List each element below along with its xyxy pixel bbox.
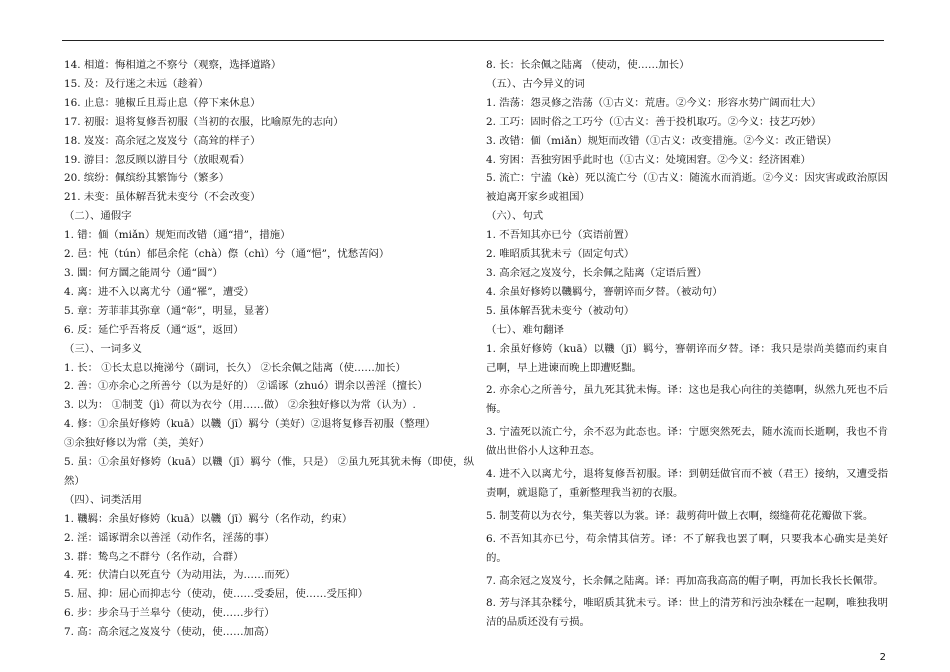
translation-paragraph: 5. 制芰荷以为衣兮，集芙蓉以为裳。译：裁剪荷叶做上衣啊，缀缝荷花花瓣做下裳。 — [486, 509, 874, 522]
text-line: 1. 不吾知其亦已兮（宾语前置） — [486, 229, 635, 242]
text-line: 5. 屈、抑：屈心而抑志兮（使动，使……受委屈，使……受压抑） — [64, 588, 369, 601]
text-line: 3. 圜：何方圜之能周兮（通“圆”） — [64, 266, 223, 279]
page-number: 2 — [879, 652, 886, 663]
text-line: 2. 邑：忳（tún）郁邑余侘（chà）傺（chì）兮（通“悒”，忧愁苦闷） — [64, 248, 390, 261]
text-paragraph: 5. 虽：①余虽好修姱（kuā）以鞿（jī）羁兮（惟，只是） ②虽九死其犹未悔（即使，纵然） — [64, 456, 474, 487]
text-line: 4. 修：①余虽好修姱（kuā）以鞿（jī）羁兮（美好）②退将复修吾初服（整理） — [64, 418, 436, 431]
right-column — [486, 56, 888, 632]
section-heading: （三）、一词多义 — [64, 342, 142, 355]
text-line: 5. 章：芳菲菲其弥章（通“彰”，明显，显著） — [64, 304, 275, 317]
text-line: 6. 步：步余马于兰皋兮（使动，使……步行） — [64, 607, 275, 620]
text-line: 3. 高余冠之岌岌兮，长余佩之陆离（定语后置） — [486, 266, 708, 279]
translation-paragraph: 2. 亦余心之所善兮，虽九死其犹未悔。译：这也是我心向往的美德啊，纵然九死也不后悔。 — [486, 384, 888, 416]
section-heading: （五）、古今异义的词 — [486, 77, 585, 90]
text-line: 2. 工巧：固时俗之工巧兮（①古义：善于投机取巧。②今义：技艺巧妙） — [486, 115, 822, 128]
translation-paragraph: 6. 不吾知其亦已兮，苟余情其信芳。译：不了解我也罢了啊，只要我本心确实是美好的。 — [486, 532, 888, 564]
text-line: 3. 改错：偭（miǎn）规矩而改错（①古义：改变措施。②今义：改正错误） — [486, 134, 837, 147]
text-line: 17. 初服：退将复修吾初服（当初的衣服，比喻原先的志向） — [64, 115, 344, 128]
text-line: 8. 长：长余佩之陆离 （使动，使……加长） — [486, 59, 690, 71]
text-line: ③余独好修以为常（美，美好） — [64, 437, 210, 450]
text-line: 19. 游目：忽反顾以游目兮（放眼观看） — [64, 153, 251, 166]
left-column — [64, 56, 474, 642]
text-line: 1. 鞿羁：余虽好修姱（kuā）以鞿（jī）羁兮（名作动，约束） — [64, 512, 353, 525]
translation-paragraph: 4. 进不入以离尤兮，退将复修吾初服。译：到朝廷做官而不被（君王）接纳，又遭受指责啊，就退隐了，重新整理我当初的衣服。 — [486, 468, 888, 499]
text-line: 7. 高：高余冠之岌岌兮（使动，使……加高） — [64, 626, 275, 639]
text-line: 3. 群：鸷鸟之不群兮（名作动，合群） — [64, 550, 244, 563]
section-heading: （四）、词类活用 — [64, 493, 142, 506]
text-line: 3. 以为： ①制芰（jì）荷以为衣兮（用……做） ②余独好修以为常（认为）. — [64, 399, 416, 412]
text-line: 4. 余虽好修姱以鞿羁兮，謇朝谇而夕替。（被动句） — [486, 285, 723, 298]
text-line: 14. 相道：悔相道之不察兮（观察，选择道路） — [64, 59, 282, 71]
section-heading: （六）、句式 — [486, 210, 544, 223]
text-line: 6. 反：延伫乎吾将反（通“返”，返回） — [64, 323, 244, 336]
text-line: 20. 缤纷：佩缤纷其繁饰兮（繁多） — [64, 172, 230, 185]
text-line: 1. 长： ①长太息以掩涕兮（副词，长久） ②长余佩之陆离（使……加长） — [64, 361, 406, 374]
text-line: 15. 及：及行迷之未远（趁着） — [64, 77, 209, 90]
text-line: 4. 离：进不入以离尤兮（通“罹”，遭受） — [64, 285, 255, 298]
text-line: 4. 死：伏清白以死直兮（为动用法，为……而死） — [64, 569, 296, 582]
section-heading: （七）、难句翻译 — [486, 323, 564, 336]
text-line: 2. 淫：谣诼谓余以善淫（动作名，淫荡的事） — [64, 531, 275, 544]
text-line: 16. 止息：驰椒丘且焉止息（停下来休息） — [64, 96, 261, 109]
text-line: 1. 错：偭（miǎn）规矩而改错（通“措”，措施） — [64, 229, 291, 242]
text-line: 4. 穷困：吾独穷困乎此时也（①古义：处境困窘。②今义：经济困难） — [486, 153, 811, 166]
text-line: 2. 唯昭质其犹未亏（固定句式） — [486, 248, 635, 261]
translation-paragraph: 3. 宁溘死以流亡兮，余不忍为此态也。译：宁愿突然死去，随水流而长逝啊，我也不肯做出世俗小人这种丑态。 — [486, 426, 888, 458]
translation-paragraph: 8. 芳与泽其杂糅兮，唯昭质其犹未亏。译：世上的清芳和污浊杂糅在一起啊，唯独我明洁的品质还没有亏损。 — [486, 597, 888, 629]
text-paragraph: 5. 流亡：宁溘（kè）死以流亡兮（①古义：随流水而消逝。②今义：因灾害或政治原因被迫离开家乡或祖国） — [486, 172, 888, 204]
translation-paragraph: 1. 余虽好修姱（kuā）以鞿（jī）羁兮，謇朝谇而夕替。译：我只是崇尚美德而约束自己啊，早上进谏而晚上即遭贬黜。 — [486, 342, 888, 374]
text-line: 18. 岌岌：高余冠之岌岌兮（高耸的样子） — [64, 134, 261, 147]
section-heading: （二）、通假字 — [64, 210, 132, 223]
text-line: 2. 善：①亦余心之所善兮（以为是好的） ②谣诼（zhuó）谓余以善淫（擅长） — [64, 380, 428, 393]
text-line: 21. 未变：虽体解吾犹未变兮（不会改变） — [64, 191, 261, 204]
text-line: 5. 虽体解吾犹未变兮（被动句） — [486, 304, 635, 317]
translation-paragraph: 7. 高余冠之岌岌兮，长余佩之陆离。译：再加高我高高的帽子啊，再加长我长长佩带。 — [486, 574, 884, 587]
text-line: 1. 浩荡：怨灵修之浩荡（①古义：荒唐。②今义：形容水势广阔而壮大） — [486, 96, 822, 109]
header-rule — [62, 40, 884, 41]
